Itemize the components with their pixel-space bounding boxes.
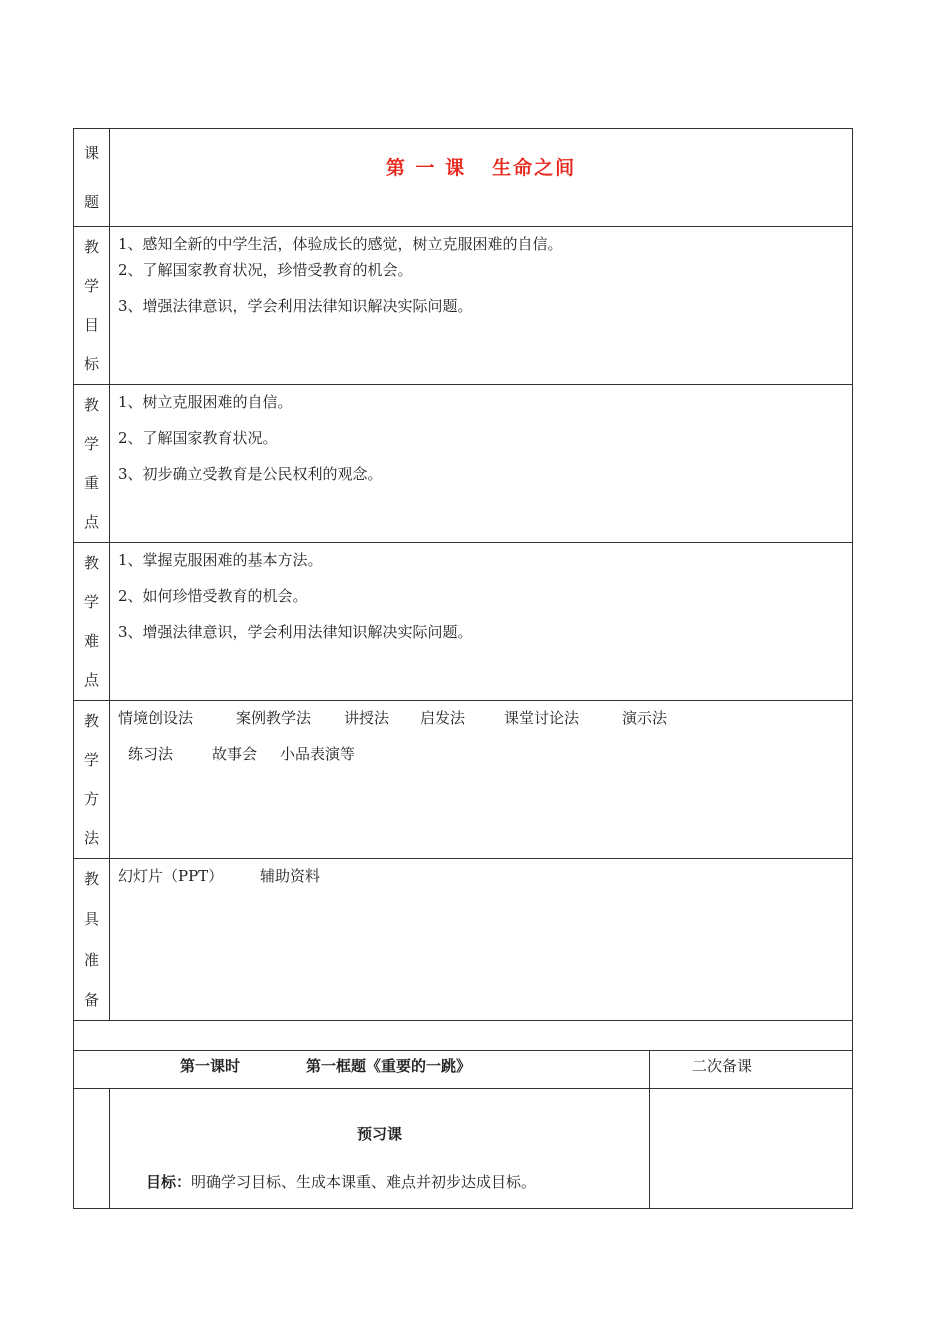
difficulties-content xyxy=(110,543,853,701)
label-char: 教 xyxy=(83,553,99,572)
lesson-title-part2: 生命之间 xyxy=(492,157,577,179)
tool-item: 辅助资料 xyxy=(260,867,321,885)
label-char: 标 xyxy=(83,355,99,374)
preview-goal-text: 明确学习目标、生成本课重、难点并初步达成目标。 xyxy=(191,1173,537,1191)
method-item: 演示法 xyxy=(622,709,668,727)
methods-content xyxy=(110,701,853,859)
session-period: 第一课时 xyxy=(180,1057,241,1075)
difficulty-item: 2、如何珍惜受教育的机会。 xyxy=(118,587,308,605)
label-char: 题 xyxy=(83,192,99,211)
label-char: 点 xyxy=(83,671,99,690)
method-item: 情境创设法 xyxy=(118,709,194,727)
lesson-title xyxy=(110,129,853,227)
lesson-label-cell xyxy=(74,129,110,227)
methods-row-1 xyxy=(118,705,852,741)
method-item: 案例教学法 xyxy=(236,709,312,727)
difficulties-row xyxy=(74,543,853,701)
lesson-title-part1: 第 一 课 xyxy=(385,157,467,179)
method-item: 故事会 xyxy=(212,745,258,763)
label-char: 课 xyxy=(83,144,99,163)
preview-label-cell xyxy=(74,1089,110,1209)
key-point-item: 2、了解国家教育状况。 xyxy=(118,429,278,447)
preview-content xyxy=(110,1089,650,1209)
objective-item: 1、感知全新的中学生活，体验成长的感觉，树立克服困难的自信。 xyxy=(118,235,563,253)
label-char: 学 xyxy=(83,276,99,295)
objectives-content xyxy=(110,227,853,385)
key-point-item: 3、初步确立受教育是公民权利的观念。 xyxy=(118,465,383,483)
tool-item: 幻灯片（PPT） xyxy=(118,867,224,885)
lesson-plan-page xyxy=(73,128,852,1209)
label-char: 目 xyxy=(83,316,99,335)
preview-heading: 预习课 xyxy=(356,1125,402,1143)
objective-item: 2、了解国家教育状况，珍惜受教育的机会。 xyxy=(118,261,413,279)
label-char: 重 xyxy=(83,474,99,493)
label-char: 教 xyxy=(83,711,99,730)
label-char: 方 xyxy=(83,790,99,809)
label-char: 学 xyxy=(83,592,99,611)
objectives-label-cell xyxy=(74,227,110,385)
label-char: 学 xyxy=(83,434,99,453)
label-char: 准 xyxy=(83,950,99,969)
method-item: 练习法 xyxy=(128,745,174,763)
preview-row xyxy=(74,1089,853,1209)
tools-content xyxy=(110,859,853,1021)
label-char: 点 xyxy=(83,513,99,532)
preview-goal-label: 目标： xyxy=(146,1173,192,1191)
objectives-row xyxy=(74,227,853,385)
method-item: 讲授法 xyxy=(344,709,390,727)
spacer-cell xyxy=(74,1021,853,1051)
methods-row-2 xyxy=(118,741,852,767)
tools-list xyxy=(118,863,852,889)
difficulty-item: 1、掌握克服困难的基本方法。 xyxy=(118,551,323,569)
secondary-prep-cell xyxy=(650,1051,853,1089)
lesson-plan-table xyxy=(73,128,853,1209)
methods-label-cell xyxy=(74,701,110,859)
label-char: 具 xyxy=(83,910,99,929)
preview-notes-cell xyxy=(650,1089,853,1209)
label-char: 教 xyxy=(83,395,99,414)
methods-row xyxy=(74,701,853,859)
label-char: 教 xyxy=(83,870,99,889)
key-point-item: 1、树立克服困难的自信。 xyxy=(118,393,293,411)
lesson-title-row xyxy=(74,129,853,227)
method-item: 小品表演等 xyxy=(280,745,356,763)
key-points-content xyxy=(110,385,853,543)
difficulties-label-cell xyxy=(74,543,110,701)
label-char: 教 xyxy=(83,237,99,256)
label-char: 学 xyxy=(83,750,99,769)
objective-item: 3、增强法律意识，学会利用法律知识解决实际问题。 xyxy=(118,297,473,315)
session-title-cell xyxy=(74,1051,650,1089)
preview-goal xyxy=(110,1171,649,1193)
session-frame: 第一框题《重要的一跳》 xyxy=(306,1057,472,1075)
label-char: 法 xyxy=(83,829,99,848)
tools-row xyxy=(74,859,853,1021)
spacer-row xyxy=(74,1021,853,1051)
method-item: 启发法 xyxy=(420,709,466,727)
label-char: 备 xyxy=(83,990,99,1009)
key-points-row xyxy=(74,385,853,543)
method-item: 课堂讨论法 xyxy=(504,709,580,727)
session-row xyxy=(74,1051,853,1089)
tools-label-cell xyxy=(74,859,110,1021)
key-points-label-cell xyxy=(74,385,110,543)
difficulty-item: 3、增强法律意识，学会利用法律知识解决实际问题。 xyxy=(118,623,473,641)
secondary-prep-label: 二次备课 xyxy=(692,1057,753,1075)
label-char: 难 xyxy=(83,632,99,651)
